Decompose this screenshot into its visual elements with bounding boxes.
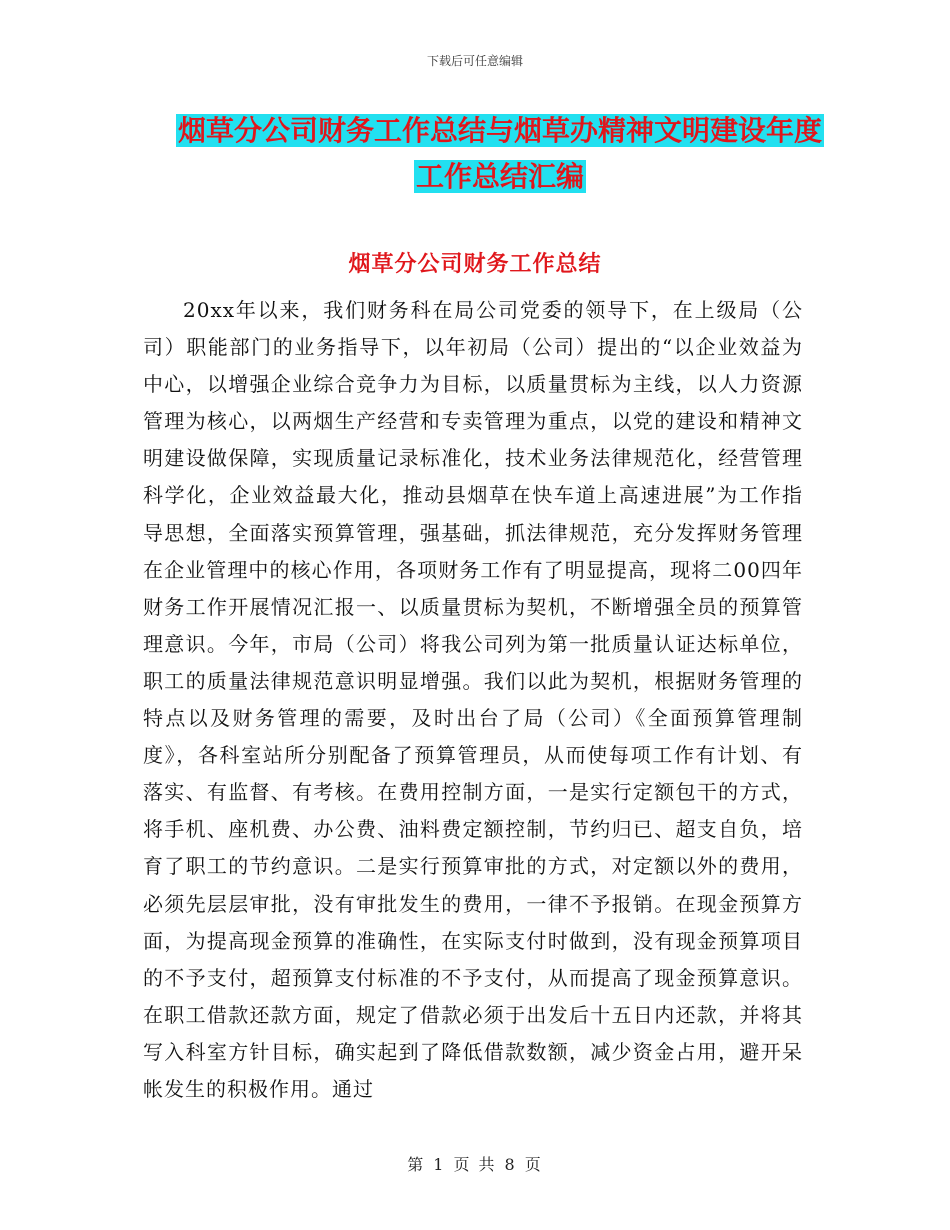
- footer-total-pages: 8: [504, 1155, 517, 1174]
- footer-prefix: 第: [407, 1155, 426, 1174]
- footer-mid: 页 共: [453, 1155, 497, 1174]
- header-note: 下载后可任意编辑: [426, 54, 523, 68]
- body-paragraph: 20xx年以来，我们财务科在局公司党委的领导下，在上级局（公司）职能部门的业务指导下，以年初局（公司）提出的“以企业效益为中心，以增强企业综合竞争力为目标，以质量贯标为主线，以人力资源管理为核心，以两烟生产经营和专卖管理为重点，以党的建设和精神文明建设做保障，实现质量记录标准化，技术业务法律规范化，经营管理科学化，企业效益最大化，推动县烟草在快车道上高速进展”为工作指导思想，全面落实预算管理，强基础，抓法律规范，充分发挥财务管理在企业管理中的核心作用，各项财务工作有了明显提高，现将二00四年财务工作开展情况汇报一、以质量贯标为契机，不断增强全员的预算管理意识。今年，市局（公司）将我公司列为第一批质量认证达标单位，职工的质量法律规范意识明显增强。我们以此为契机，根据财务管理的特点以及财务管理的需要，及时出台了局（公司）《全面预算管理制度》，各科室站所分别配备了预算管理员，从而使每项工作有计划、有落实、有监督、有考核。在费用控制方面，一是实行定额包干的方式，将手机、座机费、办公费、油料费定额控制，节约归已、超支自负，培育了职工的节约意识。二是实行预算审批的方式，对定额以外的费用，必须先层层审批，没有审批发生的费用，一律不予报销。在现金预算方面，为提高现金预算的准确性，在实际支付时做到，没有现金预算项目的不予支付，超预算支付标准的不予支付，从而提高了现金预算意识。在职工借款还款方面，规定了借款必须于出发后十五日内还款，并将其写入科室方针目标，确实起到了降低借款数额，减少资金占用，避开呆帐发生的积极作用。通过: [143, 298, 803, 1101]
- document-title: [140, 108, 860, 200]
- footer-suffix: 页: [524, 1155, 543, 1174]
- document-title-line-2: 工作总结汇编: [415, 160, 584, 193]
- document-title-line-1: 烟草分公司财务工作总结与烟草办精神文明建设年度: [177, 114, 822, 147]
- page-footer: [0, 1152, 950, 1175]
- footer-page-number: 1: [433, 1155, 446, 1174]
- section-title: 烟草分公司财务工作总结: [348, 252, 602, 277]
